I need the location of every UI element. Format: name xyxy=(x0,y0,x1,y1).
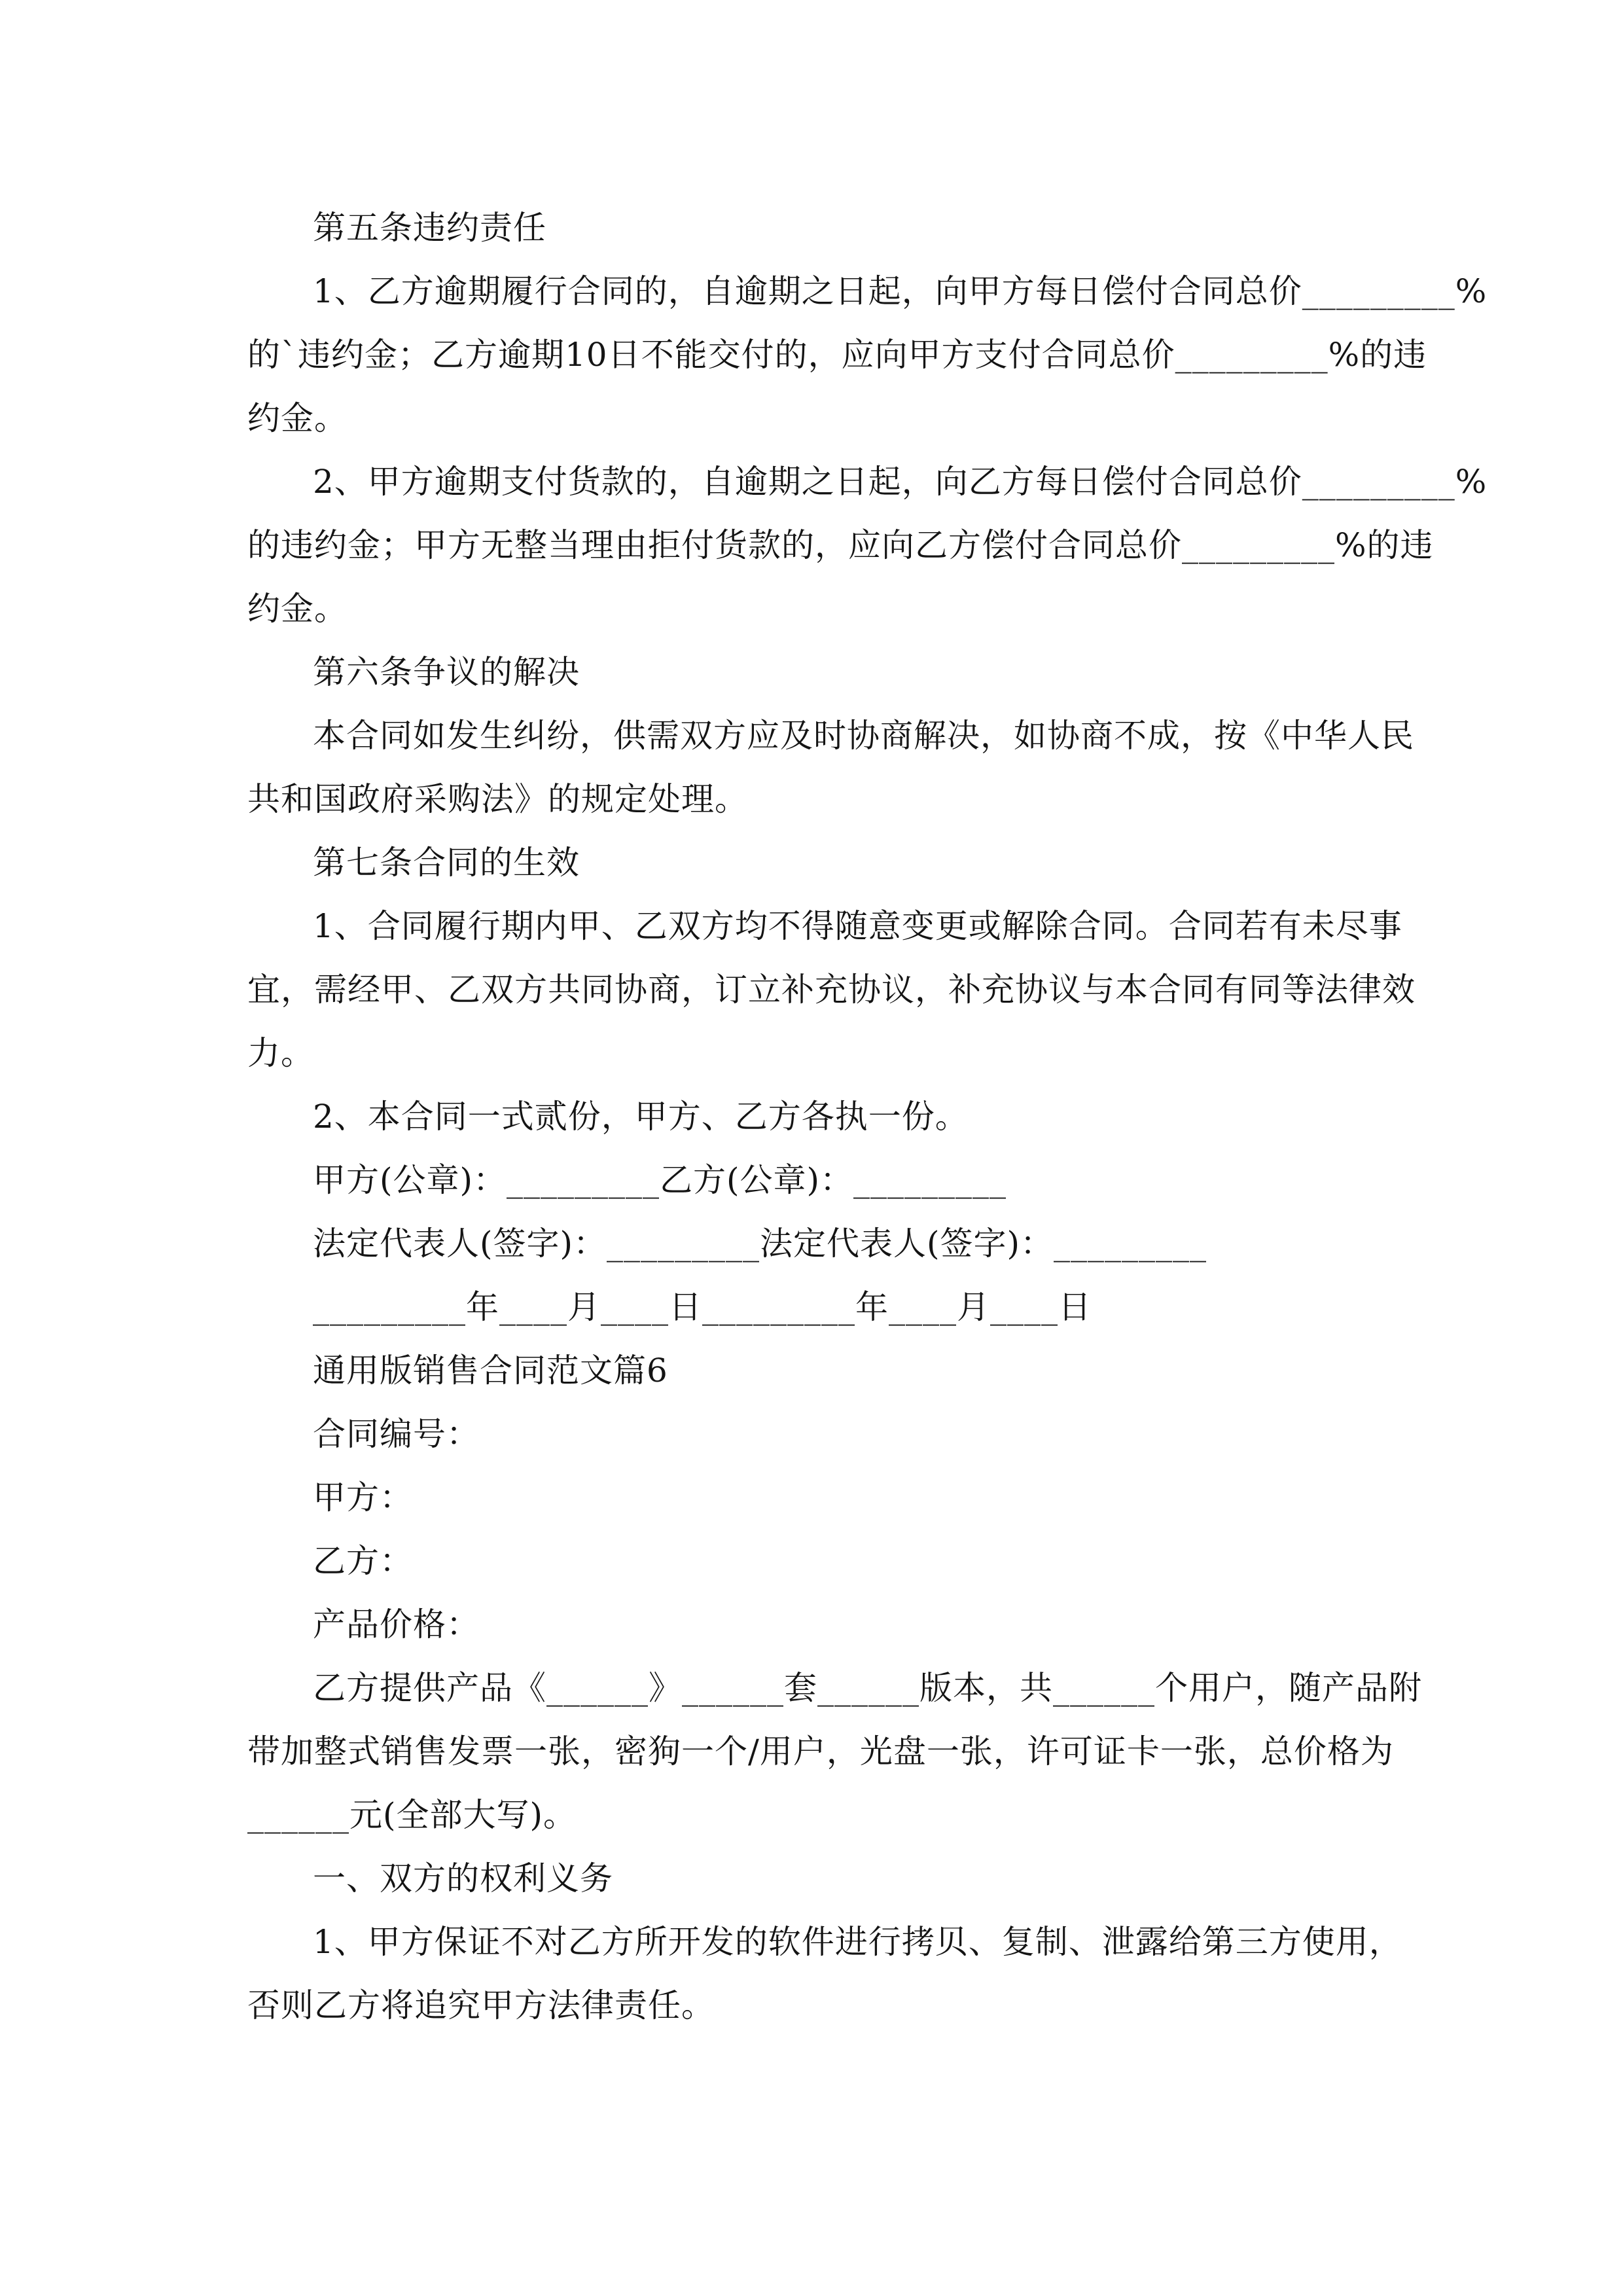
seal-line: 甲方(公章)：_________乙方(公章)：_________ xyxy=(313,1161,1007,1199)
paragraph-line: 2、本合同一式贰份，甲方、乙方各执一份。 xyxy=(313,1098,969,1136)
signature-line: 法定代表人(签字)：_________法定代表人(签字)：_________ xyxy=(313,1225,1207,1263)
paragraph-line: 1、合同履行期内甲、乙双方均不得随意变更或解除合同。合同若有未尽事 xyxy=(313,907,1402,945)
rights-obligations-heading: 一、双方的权利义务 xyxy=(313,1859,613,1897)
paragraph-line: 约金。 xyxy=(247,590,348,628)
paragraph-line: 本合同如发生纠纷，供需双方应及时协商解决，如协商不成，按《中华人民 xyxy=(313,717,1414,755)
article-6-heading: 第六条争议的解决 xyxy=(313,653,580,691)
contract-number-label: 合同编号： xyxy=(313,1415,480,1453)
paragraph-line: 否则乙方将追究甲方法律责任。 xyxy=(247,1986,715,2024)
paragraph-line: 的违约金；甲方无整当理由拒付货款的，应向乙方偿付合同总价_________%的违 xyxy=(247,526,1434,564)
paragraph-line: 的`违约金；乙方逾期10日不能交付的，应向甲方支付合同总价_________%的违 xyxy=(247,336,1427,374)
paragraph-line: 1、甲方保证不对乙方所开发的软件进行拷贝、复制、泄露给第三方使用， xyxy=(313,1923,1402,1961)
date-line: _________年____月____日_________年____月____日 xyxy=(313,1288,1092,1326)
paragraph-line: 力。 xyxy=(247,1034,314,1072)
party-b-label: 乙方： xyxy=(313,1542,413,1580)
article-7-heading: 第七条合同的生效 xyxy=(313,844,580,882)
article-5-heading: 第五条违约责任 xyxy=(313,209,546,247)
paragraph-line: 1、乙方逾期履行合同的，自逾期之日起，向甲方每日偿付合同总价_________% xyxy=(313,272,1488,310)
paragraph-line: 乙方提供产品《______》______套______版本，共______个用户，随产品附 xyxy=(313,1669,1422,1707)
party-a-label: 甲方： xyxy=(313,1479,413,1516)
product-price-label: 产品价格： xyxy=(313,1605,480,1643)
paragraph-line: 2、甲方逾期支付货款的，自逾期之日起，向乙方每日偿付合同总价_________% xyxy=(313,463,1488,501)
paragraph-line: ______元(全部大写)。 xyxy=(247,1796,577,1834)
paragraph-line: 共和国政府采购法》的规定处理。 xyxy=(247,780,748,818)
paragraph-line: 带加整式销售发票一张，密狗一个/用户，光盘一张，许可证卡一张，总价格为 xyxy=(247,1732,1394,1770)
paragraph-line: 宜，需经甲、乙双方共同协商，订立补充协议，补充协议与本合同有同等法律效 xyxy=(247,971,1416,1009)
paragraph-line: 约金。 xyxy=(247,399,348,437)
section-title: 通用版销售合同范文篇6 xyxy=(313,1352,668,1390)
document-page xyxy=(247,196,1488,2037)
